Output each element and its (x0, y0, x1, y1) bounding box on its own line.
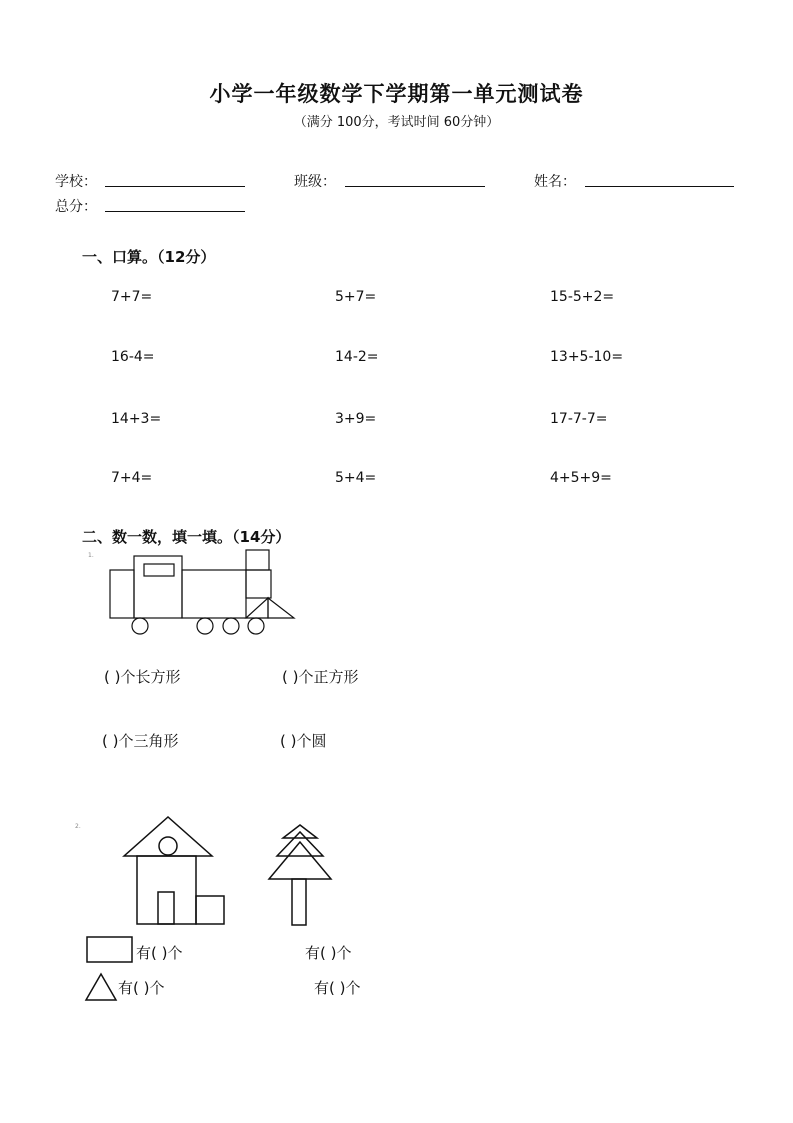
name-label: 姓名： (534, 174, 576, 190)
train-window-rectangle (144, 564, 174, 576)
train-wheel-circle (248, 618, 264, 634)
train-square (246, 570, 271, 598)
question-marker: 2. (75, 823, 81, 830)
tree-figure (265, 822, 335, 928)
problem: 16-4= (111, 349, 155, 365)
house-side-square (196, 896, 224, 924)
tree-trunk-rectangle (292, 879, 306, 925)
tree-triangle (277, 832, 323, 856)
rectangle-house-count-blank[interactable]: 有( )个 (136, 944, 183, 962)
count-blank[interactable]: 有( )个 (314, 979, 361, 997)
class-field[interactable] (345, 186, 485, 187)
school-field[interactable] (105, 186, 245, 187)
problem: 4+5+9= (550, 470, 612, 486)
house-door-rectangle (158, 892, 174, 924)
problem: 14-2= (335, 349, 379, 365)
name-field[interactable] (585, 186, 734, 187)
train-triangle (268, 598, 294, 618)
house-wall-rectangle (137, 856, 196, 924)
train-wheel-circle (223, 618, 239, 634)
train-body-rectangle (182, 570, 246, 618)
problem: 3+9= (335, 411, 377, 427)
circle-count-blank[interactable]: ( )个圆 (280, 732, 327, 750)
problem: 5+7= (335, 289, 377, 305)
class-label: 班级： (294, 174, 336, 190)
problem: 14+3= (111, 411, 162, 427)
triangle-house-count-blank[interactable]: 有( )个 (118, 979, 165, 997)
count-blank[interactable]: 有( )个 (305, 944, 352, 962)
total-field[interactable] (105, 211, 245, 212)
problem: 15-5+2= (550, 289, 615, 305)
problem: 17-7-7= (550, 411, 608, 427)
train-figure (108, 548, 298, 638)
train-rectangle (110, 570, 134, 618)
train-cab-rectangle (134, 556, 182, 618)
triangle-shape-icon (84, 972, 118, 1002)
problem: 13+5-10= (550, 349, 624, 365)
triangle-count-blank[interactable]: ( )个三角形 (102, 732, 179, 750)
section1-heading: 一、口算。（12分） (82, 248, 216, 266)
problem: 7+4= (111, 470, 153, 486)
house-figure (120, 814, 230, 929)
rectangle-count-blank[interactable]: ( )个长方形 (104, 668, 181, 686)
question-marker: 1. (88, 552, 94, 559)
section2-heading: 二、数一数，填一填。（14分） (82, 528, 291, 546)
problem: 5+4= (335, 470, 377, 486)
rectangle-shape-icon (86, 936, 134, 964)
train-chimney-square (246, 550, 269, 570)
square-count-blank[interactable]: ( )个正方形 (282, 668, 359, 686)
page-title: 小学一年级数学下学期第一单元测试卷 (209, 81, 584, 106)
tree-triangle (269, 842, 331, 879)
school-label: 学校： (55, 174, 97, 190)
train-triangle (246, 598, 268, 618)
page-subtitle: （满分 100分，考试时间 60分钟） (293, 115, 500, 130)
house-window-circle (159, 837, 177, 855)
train-wheel-circle (132, 618, 148, 634)
train-wheel-circle (197, 618, 213, 634)
total-label: 总分： (55, 199, 97, 215)
problem: 7+7= (111, 289, 153, 305)
